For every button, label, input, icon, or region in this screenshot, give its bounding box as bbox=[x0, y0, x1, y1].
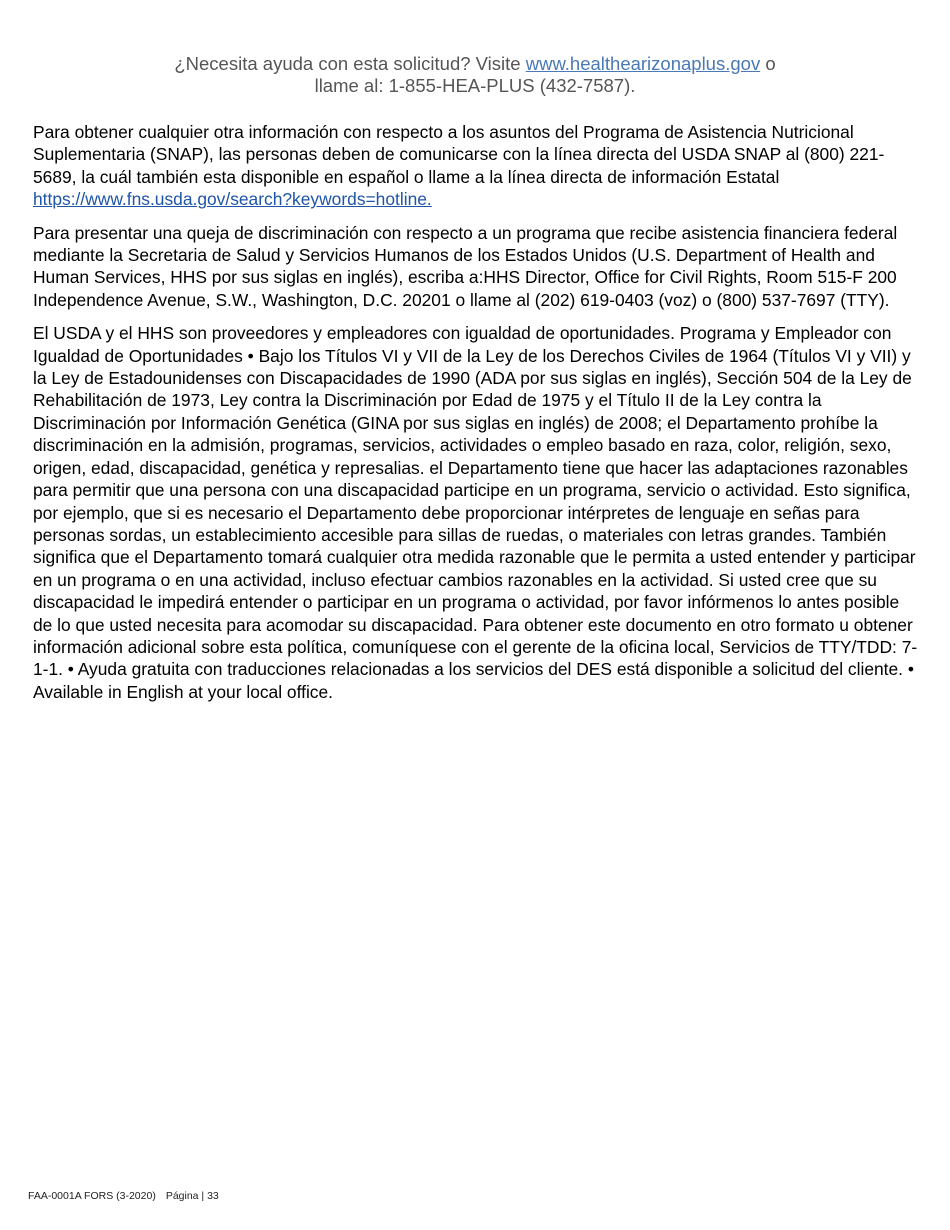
page-footer bbox=[28, 1190, 219, 1202]
page-number: Página | 33 bbox=[165, 1190, 219, 1202]
help-line-1 bbox=[0, 53, 950, 75]
form-id: FAA-0001A FORS (3-2020) bbox=[28, 1190, 156, 1202]
fns-hotline-link[interactable]: https://www.fns.usda.gov/search?keywords=hotline. bbox=[33, 189, 432, 210]
hhs-complaint-paragraph: Para presentar una queja de discriminación con respecto a un programa que recibe asistencia financiera federal mediante la Secretaria de Salud y Servicios Humanos de los Estados Unidos (U.S. Department of Health and Human Services, HHS por sus siglas en inglés), escriba a:HHS Director, Office for Civil Rights, Room 515-F 200 Independence Avenue, S.W., Washington, D.C. 20201 o llame al (202) 619-0403 (voz) o (800) 537-7697 (TTY). bbox=[33, 222, 898, 310]
snap-paragraph bbox=[33, 121, 923, 211]
help-text-suffix: o bbox=[760, 53, 776, 74]
equal-opportunity-paragraph: El USDA y el HHS son proveedores y empleadores con igualdad de oportunidades. Programa y Empleador con Igualdad de Oportunidades • Bajo los Títulos VI y VII de la Ley de los Derechos Civiles de 1964 (Títulos VI y VII) y la Ley de Estadounidenses con Discapacidades de 1990 (ADA por sus siglas en inglés), Sección 504 de la Ley de Rehabilitación de 1973, Ley contra la Discriminación por Edad de 1975 y el Título II de la Ley contra la Discriminación por Información Genética (GINA por sus siglas en inglés) de 2008; el Departamento prohíbe la discriminación en la admisión, programas, servicios, actividades o empleo basado en raza, color, religión, sexo, origen, edad, discapacidad, genética y represalias. el Departamento tiene que hacer las adaptaciones razonables para permitir que una persona con una discapacidad participe en un programa, servicio o actividad. Esto significa, por ejemplo, que si es necesario el Departamento debe proporcionar intérpretes de lenguaje en señas para personas sordas, un establecimiento accesible para sillas de ruedas, o materiales con letras grandes. También significa que el Departamento tomará cualquier otra medida razonable que le permita a usted entender y participar en un programa o en una actividad, incluso efectuar cambios razonables en la actividad. Si usted cree que su discapacidad le impedirá entender o participar en un programa o actividad, por favor infórmenos lo antes posible de lo que usted necesita para acomodar su discapacidad. Para obtener este documento en otro formato u obtener información adicional sobre esta política, comuníquese con el gerente de la oficina local, Servicios de TTY/TDD: 7-1-1. • Ayuda gratuita con traducciones relacionadas a los servicios del DES está disponible a solicitud del cliente. • Available in English at your local office. bbox=[33, 323, 918, 702]
help-header bbox=[0, 53, 950, 97]
document-body bbox=[33, 121, 923, 714]
help-text-prefix: ¿Necesita ayuda con esta solicitud? Visite bbox=[174, 53, 526, 74]
healthearizonaplus-link[interactable]: www.healthearizonaplus.gov bbox=[525, 53, 761, 74]
snap-text: Para obtener cualquier otra información con respecto a los asuntos del Programa de Asistencia Nutricional Suplementaria (SNAP), las personas deben de comunicarse con la línea directa del USDA SNAP al (800) 221-5689, la cuál también esta disponible en español o llame a la línea directa de información Estatal bbox=[33, 122, 885, 187]
help-phone-line: llame al: 1-855-HEA-PLUS (432-7587). bbox=[314, 75, 636, 96]
